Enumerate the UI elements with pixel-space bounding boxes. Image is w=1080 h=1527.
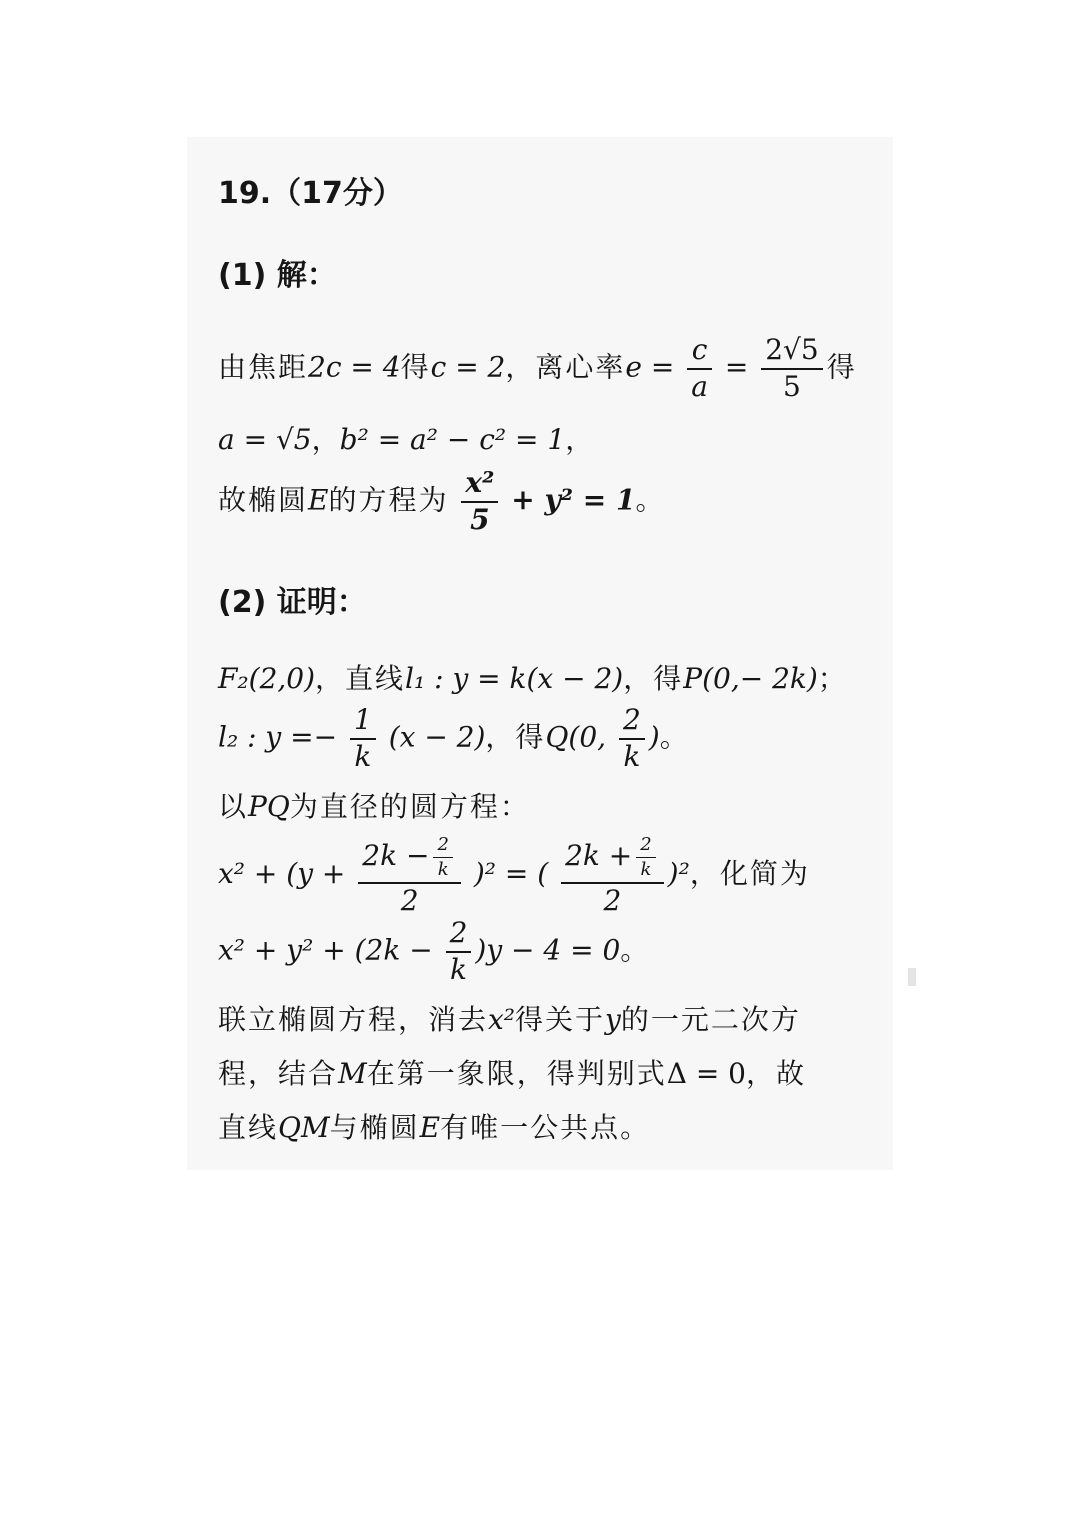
part2-line5: [218, 918, 648, 986]
denominator: k: [623, 739, 641, 773]
text: 与椭圆: [329, 1111, 420, 1144]
text: 以: [218, 790, 249, 823]
numerator: c: [687, 335, 712, 370]
math: Δ = 0: [666, 1057, 746, 1090]
text: 得关于: [515, 1003, 606, 1036]
part2-line4: [218, 835, 810, 916]
part1-line2: [218, 418, 593, 458]
part1-line3: [218, 468, 663, 536]
text: ；: [817, 662, 846, 695]
math: E: [308, 483, 329, 517]
fraction: [561, 835, 664, 916]
numerator: 2: [619, 705, 645, 740]
text: 。: [620, 933, 649, 967]
math: x² + y² + (2k −: [218, 933, 433, 967]
denominator: k: [354, 739, 372, 773]
text: ，化简为: [689, 857, 810, 891]
math: e =: [625, 350, 675, 384]
denominator: 5: [470, 502, 490, 536]
text: 故椭圆: [218, 483, 309, 517]
math: P(0,− 2k): [683, 662, 818, 695]
part2-line2: [218, 705, 688, 773]
fraction: [446, 918, 472, 986]
numerator: 2: [433, 835, 452, 858]
numerator: [358, 835, 461, 884]
part2-line3: [218, 785, 530, 825]
fraction: [761, 335, 822, 403]
math: )² = (: [473, 857, 549, 891]
numerator: 2√5: [761, 335, 822, 370]
text: 有唯一公共点。: [440, 1111, 651, 1144]
math: a = √5: [218, 423, 312, 456]
denominator: k: [449, 952, 467, 986]
text: 的一元二次方: [620, 1003, 801, 1036]
numerator: 2: [446, 918, 472, 953]
part2-line1: [218, 657, 846, 697]
math: l₂ : y =−: [218, 720, 338, 754]
numerator: x²: [461, 468, 498, 503]
problem-title: 19.（17分）: [218, 176, 403, 211]
fraction: [687, 335, 712, 403]
text: 。: [635, 483, 664, 517]
part2-line8: [218, 1106, 650, 1146]
math: Q(0,: [545, 720, 607, 754]
denominator: 2: [603, 883, 622, 917]
small-fraction: [433, 835, 452, 880]
text: 。: [659, 720, 688, 754]
math: ): [648, 720, 660, 754]
math: x² + (y +: [218, 857, 346, 891]
math: )²: [667, 857, 690, 891]
part2-line6: [218, 998, 801, 1038]
text: ，得: [485, 720, 546, 754]
text: ，故: [746, 1057, 807, 1090]
text: 程，结合: [218, 1057, 339, 1090]
math: M: [338, 1057, 367, 1090]
denominator: k: [640, 858, 652, 880]
denominator: k: [437, 858, 449, 880]
math: (x − 2): [388, 720, 486, 754]
math: PQ: [248, 790, 290, 823]
denominator: a: [691, 369, 708, 403]
text: ，得: [623, 662, 684, 695]
text: 直线: [218, 1111, 279, 1144]
numerator: [561, 835, 664, 884]
numerator: 1: [350, 705, 376, 740]
text: 在第一象限，得判别式: [366, 1057, 667, 1090]
math: x²: [488, 1003, 516, 1036]
numerator-text: 2k −: [362, 838, 430, 872]
text: 得: [400, 350, 431, 384]
text: ，: [565, 423, 594, 456]
text: 得: [826, 350, 857, 384]
text: 由焦距: [218, 350, 309, 384]
text: ，: [311, 423, 340, 456]
fraction: [461, 468, 498, 536]
math: + y² = 1: [511, 483, 636, 517]
math: E: [419, 1111, 441, 1144]
math: )y − 4 = 0: [475, 933, 621, 967]
math: l₁ : y = k(x − 2): [405, 662, 624, 695]
part1-heading: (1) 解：: [218, 258, 337, 293]
text: ，直线: [315, 662, 406, 695]
scroll-indicator: [908, 968, 916, 986]
math: 2c = 4: [308, 350, 401, 384]
math: b² = a² − c² = 1: [339, 423, 566, 456]
math: c = 2: [430, 350, 506, 384]
text: 的方程为: [328, 483, 449, 517]
text: 为直径的圆方程：: [289, 790, 530, 823]
math: F₂(2,0): [218, 662, 316, 695]
part2-line7: [218, 1052, 806, 1092]
denominator: 5: [783, 369, 801, 403]
part1-line1: [218, 335, 857, 403]
numerator-text: 2k +: [565, 838, 633, 872]
small-fraction: [636, 835, 655, 880]
fraction: [358, 835, 461, 916]
denominator: 2: [400, 883, 419, 917]
fraction: [619, 705, 645, 773]
part2-heading: (2) 证明：: [218, 585, 367, 620]
math: =: [724, 350, 749, 384]
text: 联立椭圆方程，消去: [218, 1003, 489, 1036]
math: y: [605, 1003, 621, 1036]
numerator: 2: [636, 835, 655, 858]
text: ，离心率: [505, 350, 626, 384]
fraction: [350, 705, 376, 773]
math: QM: [278, 1111, 330, 1144]
